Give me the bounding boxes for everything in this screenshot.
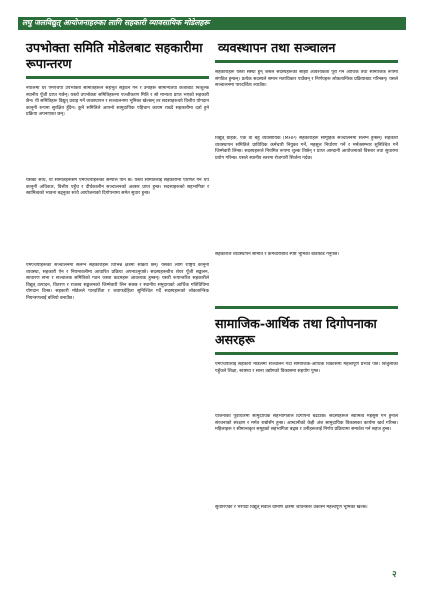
right-column [215,40,398,550]
section-top-rule [215,306,398,309]
heading-underline [215,352,398,355]
body-paragraph: एमएचपीलाई सहकारी मोडेलमा सञ्चालन गर्दा सामाजिक-आर्थिक विकासमा महत्त्वपूर्ण प्रभाव पर्छ। बिजुलीको पहुँचले शिक्षा, स्वास्थ्य र साना उद्योगको विकासमा सहयोग पुग्छ। [215,362,398,374]
left-column [26,40,209,441]
body-paragraph: यसका साथै, यी समितिहरूसँग एमएचपीहरूको सम्पत्ति पनि छ। यस्तो समितिलाई सहकारीमा परिणत गर्न थप कानूनी अधिकार, वित्तीय पहुँच र दीर्घकालीन सञ्चालनको अवसर प्राप्त हुन्छ। सदस्यहरूको सहभागिता र स्वामित्वको भावना बढ्नुका साथै आयोजनाको दिगोपनामा समेत सुधार हुन्छ। [26,178,209,197]
section-heading-conversion: उपभोक्ता समिति मोडेलबाट सहकारीमा रूपान्तरण [26,40,203,71]
body-paragraph: एमएचपीहरूको सञ्चालनमा संलग्न सहकारीहरू विभिन्न क्षेत्रमा सक्रिय छन्। यसका लागि राष्ट्रिय कानूनी व्यवस्था, सहकारी ऐन र नियमावलीमा आधारित प्रक्रिया अपनाउनुपर्छ। सदस्यहरूबीच शेयर पूँजी सङ्कलन, साधारण सभा र सञ्चालक समितिको गठन जस्ता कदमहरू आवश्यक हुन्छन्। यसरी रूपान्तरित सहकारीले विद्युत् उत्पादन, वितरण र राजस्व सङ्कलनको जिम्मेवारी लिन सक्छ र स्थानीय समुदायको आर्थिक गतिविधिमा योगदान दिन्छ। सहकारी मोडेलले पारदर्शिता र जवाफदेहिता सुनिश्चित गर्दै सदस्यहरूको लोकतान्त्रिक नियन्त्रणलाई बलियो बनाउँछ। [26,263,209,301]
section-heading-management: व्यवस्थापन तथा सञ्चालन [218,40,336,55]
body-paragraph: सहकारीहरू यस्ता संस्था हुन् जसले सदस्यहरूको साझा आवश्यकता पूरा गर्न आर्थिक तथा सामाजिक रूपमा संगठित हुन्छन्। प्रत्येक सदस्यले समान मताधिकार पाउँछन् र निर्णयहरू लोकतान्त्रिक प्रक्रियाबाट गरिन्छन्। यसले सञ्चालनमा पारदर्शिता ल्याउँछ। [215,70,398,89]
body-paragraph: सहकारीले व्यवस्थापन समिति र कर्मचारीबीच स्पष्ट भूमिका बाँडफाँड गर्नुपर्छ। [215,252,339,257]
body-paragraph: विद्युत् ग्राहक, एक वा बहु व्यवसायिक (MHP) सहकारीहरू सामूहिक सञ्चालनमा संलग्न हुन्छन्। सहकारी व्यवस्थापन समितिले प्राविधिक कर्मचारी नियुक्त गर्ने, महसुल निर्धारण गर्ने र मर्मतसम्भार सुनिश्चित गर्ने जिम्मेवारी लिन्छ। सदस्यहरूले नियमित रूपमा शुल्क तिर्छन् र प्राप्त आम्दानी आयोजनाको विस्तार तथा सुधारमा प्रयोग गरिन्छ। यसले स्थानीय स्तरमा रोजगारी सिर्जना गर्दछ। [215,136,398,161]
heading-underline [26,76,209,79]
page-number: २ [392,570,397,580]
body-paragraph: नेपालमा धेरै एमएचपी उपभोक्ता समितिहरूले सहभूत सङ्गठन गर्न र उनीहरू सामान्यतया कर्जाबाट निःशुल्क स्थानीय पूँजी प्राप्त गर्छन्। यस्तो उपभोक्ता समितिहरूमा पञ्जीकरण मिति र सो मान्यता प्राप्त भएको सहकारी छैन। यी समितिहरू विद्युत् प्रवाह गर्ने व्यवस्थापन र सञ्चालनमा भूमिका खेल्छन् तर सदस्यहरूको वित्तीय योगदान कानूनी रूपमा सुरक्षित हुँदैन। कुनै समितिले आफ्नो सामुदायिक पहिचान कायम राख्दै सहकारीमा दर्ता हुने प्रक्रिया अपनाएका छन्। [26,86,209,118]
body-paragraph: योजनाको पूर्वाधारमा सामुदायिक सहभागिताले दिगोपना बढाउँछ। सदस्यहरूले स्वामित्व महसुस गर्ने हुनाले संरचनाको संरक्षण र मर्मत राम्रोसँग हुन्छ। आम्दानीको केही अंश सामुदायिक विकासका कार्यमा खर्च गरिन्छ। महिलाहरू र सीमान्तकृत समूहको सहभागिता बढ्छ र उनीहरूलाई निर्णय प्रक्रियामा समावेश गर्न सहज हुन्छ। [215,414,398,433]
running-header-title: लघु जलविद्युत् आयोजनाहरुका लागि सहकारी व्यावसायिक मोडेलहरू [22,18,210,27]
heading-underline [215,60,398,63]
section-heading-impacts: सामाजिक-आर्थिक तथा दिगोपनाका असरहरू [215,316,377,347]
body-paragraph: सुधारिएको र भरपर्दो विद्युत् सेवाले ग्रामीण क्षेत्रमा जीवनस्तर उकास्न महत्त्वपूर्ण भूमिका खेल्छ। [215,505,368,510]
